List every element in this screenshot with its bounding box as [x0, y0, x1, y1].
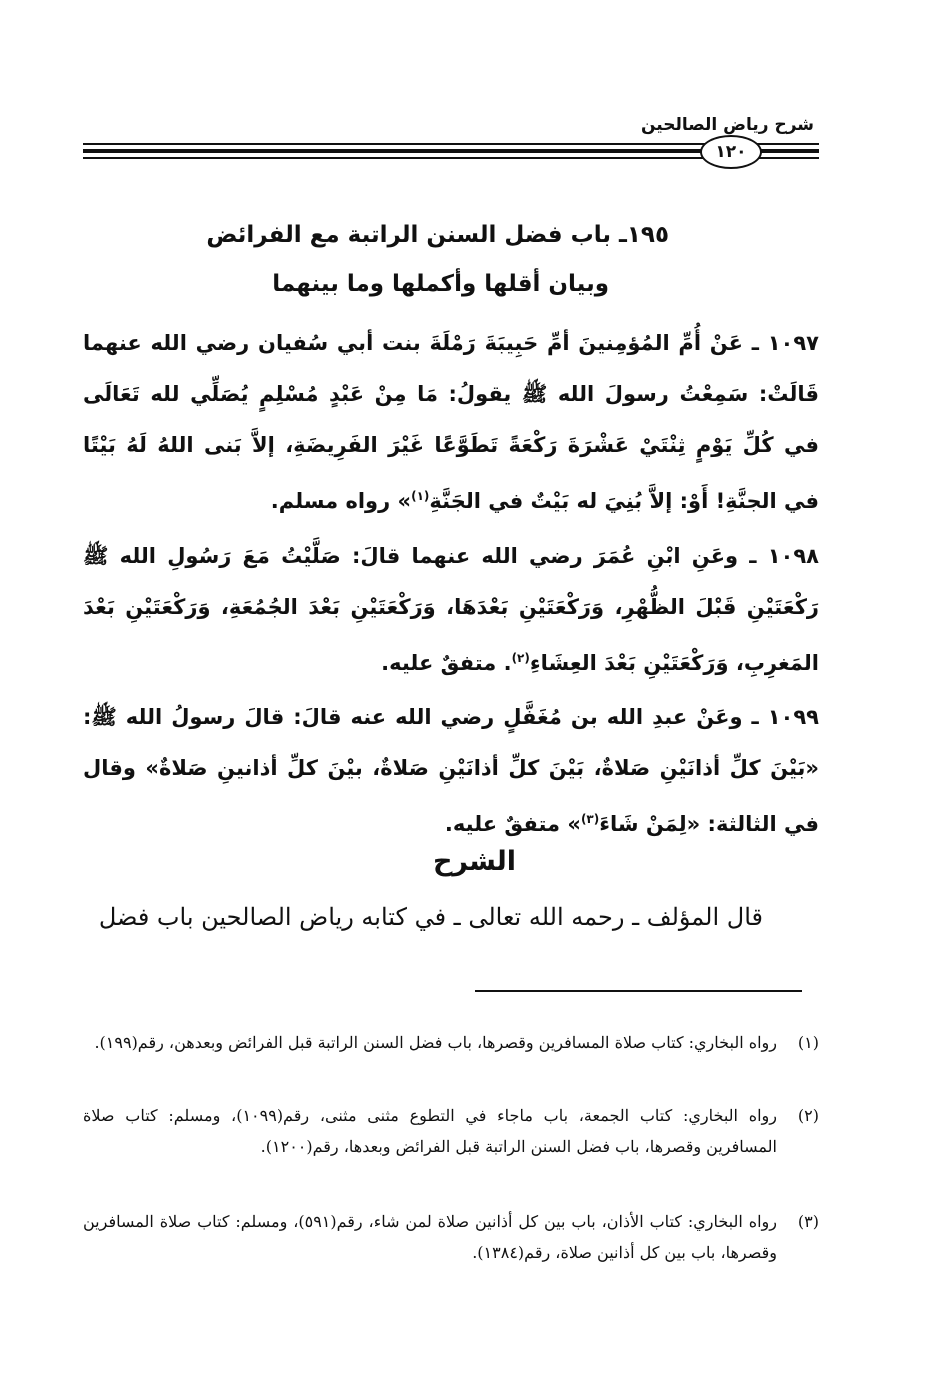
footnote-ref: (١)	[411, 489, 430, 503]
running-header-title: شرح رياض الصالحين	[640, 115, 814, 135]
hadith-ending: » متفقٌ عليه.	[444, 812, 581, 836]
page-number: ١٢٠	[700, 135, 762, 169]
hadith-text: ١٠٩٨ ـ وعَنِ ابْنِ عُمَرَ رضي الله عنهما قالَ: صَلَّيْتُ مَعَ رَسُولِ الله ﷺ رَكْعَتَيْنِ قَبْلَ الظُّهْرِ، وَرَكْعَتَيْنِ بَعْدَهَا، وَرَكْعَتَيْنِ بَعْدَ الجُمُعَةِ، وَرَكْعَتَيْنِ بَعْدَ المَغرِبِ، وَرَكْعَتَيْنِ بَعْدَ العِشَاءِ	[83, 544, 819, 675]
footnote-marker: (٢)	[797, 1106, 819, 1125]
hadith-text: ١٠٩٩ ـ وعَنْ عبدِ الله بن مُغَفَّلٍ رضي الله عنه قالَ: قالَ رسولُ الله ﷺ: «بَيْنَ كلِّ أذانَيْنِ صَلاةٌ، بَيْنَ كلِّ أذانَيْنِ صَلاةٌ، بيْنَ كلِّ أذانينِ صَلاةٌ» وقال في الثالثة: «لِمَنْ شَاءَ	[83, 705, 819, 836]
commentary-intro: قال المؤلف ـ رحمه الله تعالى ـ في كتابه رياض الصالحين باب فضل	[98, 903, 763, 931]
footnote-text: رواه البخاري: كتاب صلاة المسافرين وقصرها، باب فضل السنن الراتبة قبل الفرائض وبعدهن، رقم(١٩٩).	[94, 1033, 777, 1052]
footnote-separator	[475, 990, 802, 992]
footnote-marker: (٣)	[797, 1212, 819, 1231]
footnote-marker: (١)	[797, 1033, 819, 1052]
hadith-1098	[83, 531, 819, 689]
chapter-heading-line-2: وبيان أقلها وأكملها وما بينهما	[272, 271, 609, 297]
hadith-1097	[83, 318, 819, 527]
hadith-ending: » رواه مسلم.	[270, 489, 412, 513]
footnote-ref: (٣)	[580, 812, 600, 826]
footnote-text: رواه البخاري: كتاب الأذان، باب بين كل أذانين صلاة لمن شاء، رقم(٥٩١)، ومسلم: كتاب صلاة المسافرين وقصرها، باب بين كل أذانين صلاة، رقم(١٣٨٤).	[83, 1212, 777, 1262]
footnote-3	[83, 1206, 819, 1268]
footnote-1	[83, 1027, 819, 1058]
footnote-ref: (٢)	[511, 651, 530, 665]
hadith-ending: . متفقٌ عليه.	[381, 651, 512, 675]
hadith-text: ١٠٩٧ ـ عَنْ أُمِّ المُؤمِنينَ أمِّ حَبِيبَةَ رَمْلَةَ بنت أبي سُفيان رضي الله عنهما قَالَتْ: سَمِعْتُ رسولَ الله ﷺ يقولُ: مَا مِنْ عَبْدٍ مُسْلِمٍ يُصَلِّي لله تَعَالَى في كُلِّ يَوْمٍ ثِنْتَيْ عَشْرَةَ رَكْعَةً تَطَوَّعًا غَيْرَ الفَرِيضَةِ، إلاَّ بَنى اللهُ لَهُ بَيْتًا في الجنَّةِ! أَوْ: إلاَّ بُنِيَ له بَيْتٌ في الجَنَّةِ	[83, 331, 819, 513]
chapter-heading-line-1: ١٩٥ـ باب فضل السنن الراتبة مع الفرائض	[206, 222, 669, 248]
footnote-text: رواه البخاري: كتاب الجمعة، باب ماجاء في التطوع مثنى مثنى، رقم(١٠٩٩)، ومسلم: كتاب صلاة المسافرين وقصرها، باب فضل السنن الراتبة قبل الفرائض وبعدها، رقم(١٢٠٠).	[83, 1106, 777, 1156]
footnote-2	[83, 1100, 819, 1162]
hadith-1099	[83, 692, 819, 850]
commentary-heading: الشرح	[432, 846, 517, 877]
